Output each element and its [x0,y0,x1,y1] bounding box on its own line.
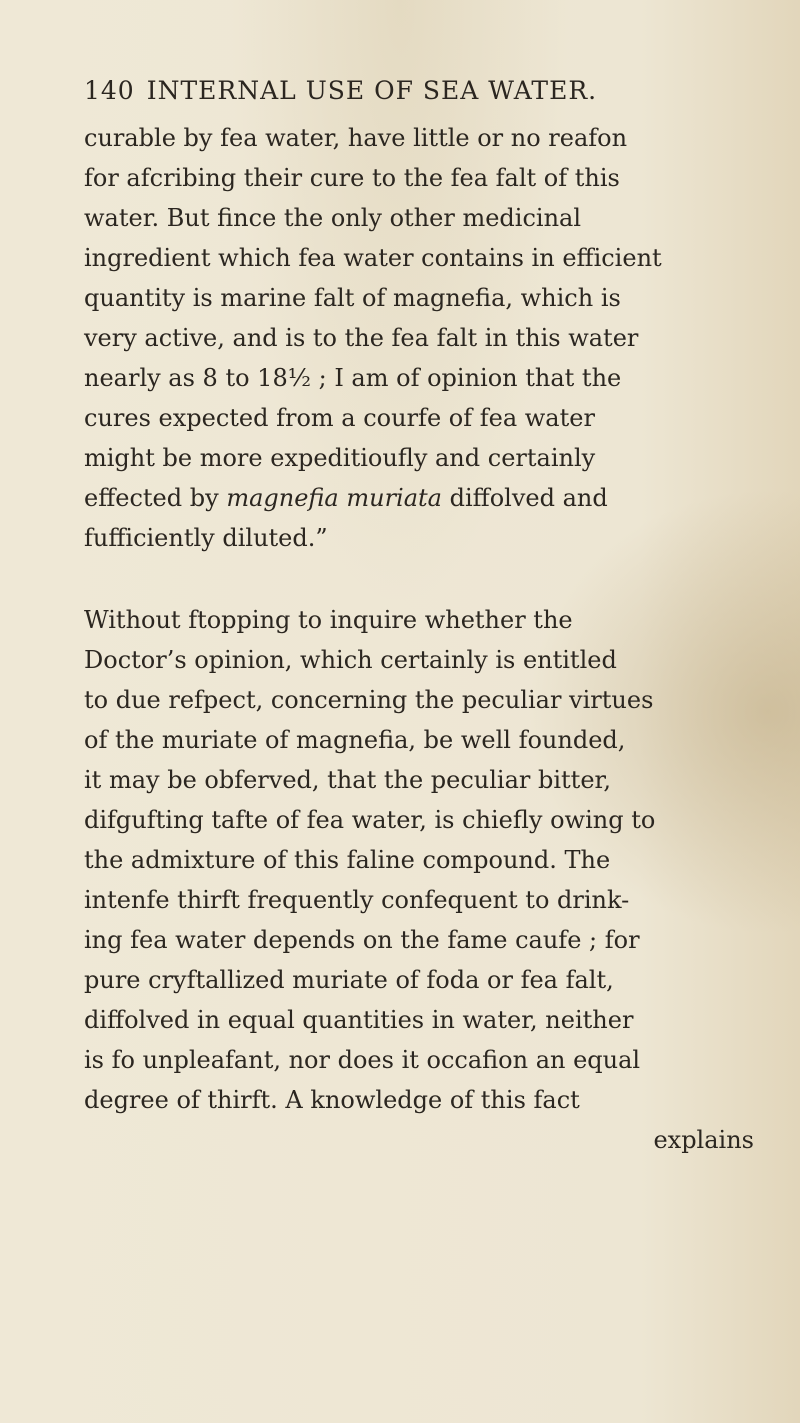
text-line: it may be obferved, that the peculiar bitter, [84,766,611,794]
page-number: 140 [84,76,135,105]
text-line: for afcribing their cure to the fea falt of this [84,164,620,192]
text-line: difgufting tafte of fea water, is chiefly owing to [84,806,656,834]
text-line: fufficiently diluted.” [84,524,328,552]
text-line: of the muriate of magnefia, be well founded, [84,726,626,754]
text-fragment: effected by [84,484,219,512]
text-line: water. But fince the only other medicinal [84,204,582,232]
text-line: to due refpect, concerning the peculiar virtues [84,686,654,714]
text-line: ing fea water depends on the fame caufe ; for [84,926,640,954]
text-line: degree of thirft. A knowledge of this fact [84,1086,580,1114]
text-line: ingredient which fea water contains in efficient [84,244,662,272]
text-line: very active, and is to the fea falt in this water [84,324,639,352]
text-line: diffolved in equal quantities in water, neither [84,1006,634,1034]
text-fragment: diffolved and [449,484,608,512]
text-line: pure cryftallized muriate of foda or fea falt, [84,966,614,994]
running-title: INTERNAL USE OF SEA WATER. [146,76,598,105]
catchword: explains [653,1126,754,1154]
text-line: cures expected from a courfe of fea water [84,404,595,432]
text-line: quantity is marine falt of magnefia, which is [84,284,621,312]
paragraph-start-line: Without ftopping to inquire whether the [84,606,573,634]
text-line: nearly as 8 to 18½ ; I am of opinion that the [84,364,622,392]
text-line-mixed [84,478,608,518]
text-line: is fo unpleafant, nor does it occafion an equal [84,1046,641,1074]
page-header [84,76,724,105]
text-line: curable by fea water, have little or no reafon [84,124,628,152]
text-line: Doctor’s opinion, which certainly is entitled [84,646,617,674]
text-line: the admixture of this faline compound. The [84,846,611,874]
text-line: intenfe thirft frequently confequent to drink- [84,886,630,914]
italic-term: magnefia muriata [226,484,442,512]
text-line: might be more expeditioufly and certainly [84,444,596,472]
